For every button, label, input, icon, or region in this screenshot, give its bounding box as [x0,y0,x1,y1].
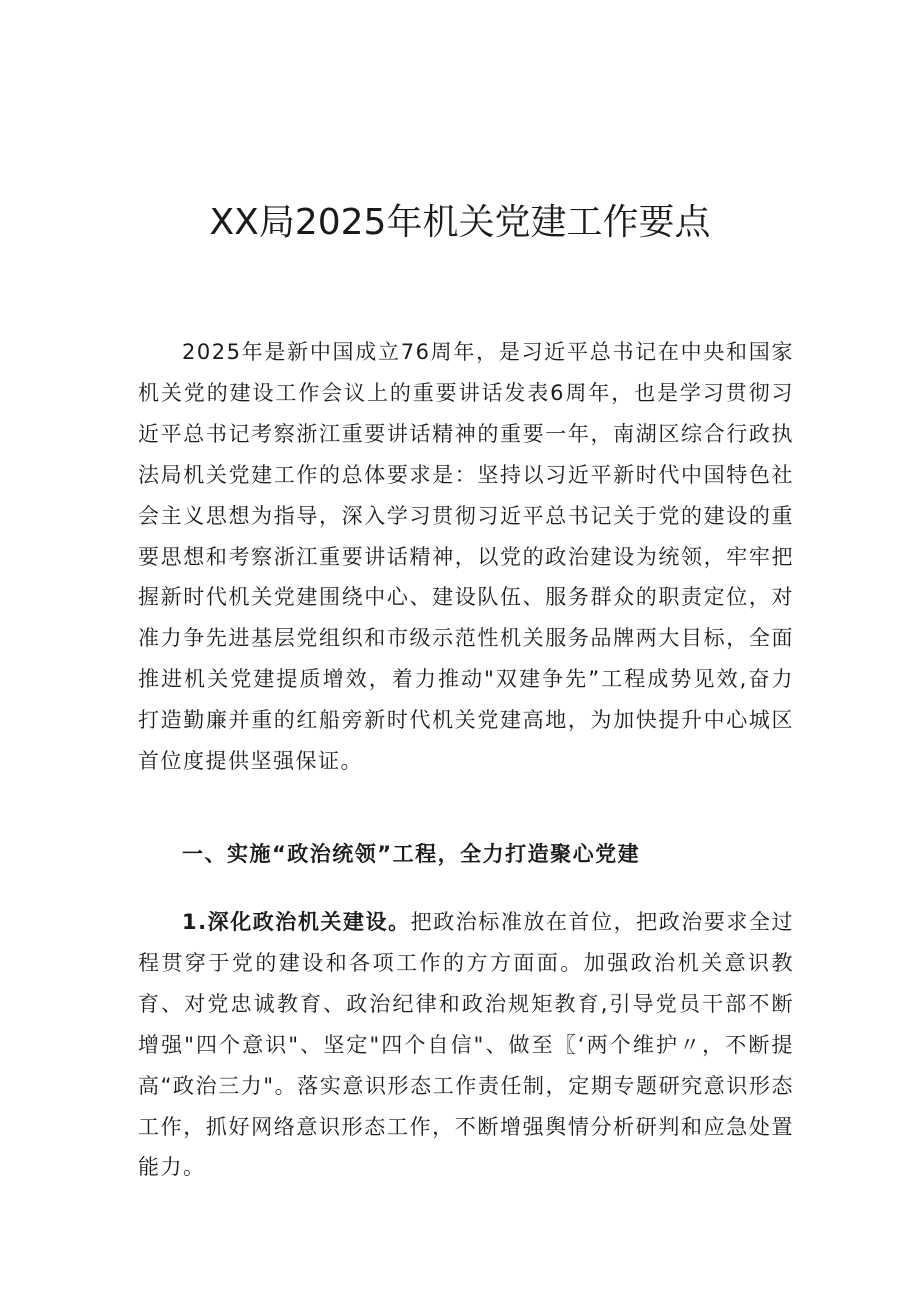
document-title: XX局2025年机关党建工作要点 [209,202,711,243]
item-1-text: 把政治标准放在首位，把政治要求全过程贯穿于党的建设和各项工作的方方面面。加强政治机关意识教育、对党忠诚教育、政治纪律和政治规矩教育,引导党员干部不断增强"四个意识"、坚定"四个自信"、做至〖‘两个维护〃，不断提高“政治三力"。落实意识形态工作责任制，定期专题研究意识形态工作，抓好网络意识形态工作，不断增强舆情分析研判和应急处置能力。 [138,910,795,1180]
intro-paragraph: 2025年是新中国成立76周年，是习近平总书记在中央和国家机关党的建设工作会议上的重要讲话发表6周年，也是学习贯彻习近平总书记考察浙江重要讲话精神的重要一年，南湖区综合行政执法局机关党建工作的总体要求是：坚持以习近平新时代中国特色社会主义思想为指导，深入学习贯彻习近平总书记关于党的建设的重要思想和考察浙江重要讲话精神，以党的政治建设为统领，牢牢把握新时代机关党建围绕中心、建设队伍、服务群众的职责定位，对准力争先进基层党组织和市级示范性机关服务品牌两大目标，全面推进机关党建提质增效，着力推动"双建争先”工程成势见效,奋力打造勤廉并重的红船旁新时代机关党建高地，为加快提升中心城区首位度提供坚强保证。 [138,340,794,774]
section-heading-1: 一、实施“政治统领”工程，全力打造聚心党建 [182,842,641,866]
section-1-item-1 [138,902,794,1188]
item-1-lead: 1.深化政治机关建设。 [182,910,411,934]
